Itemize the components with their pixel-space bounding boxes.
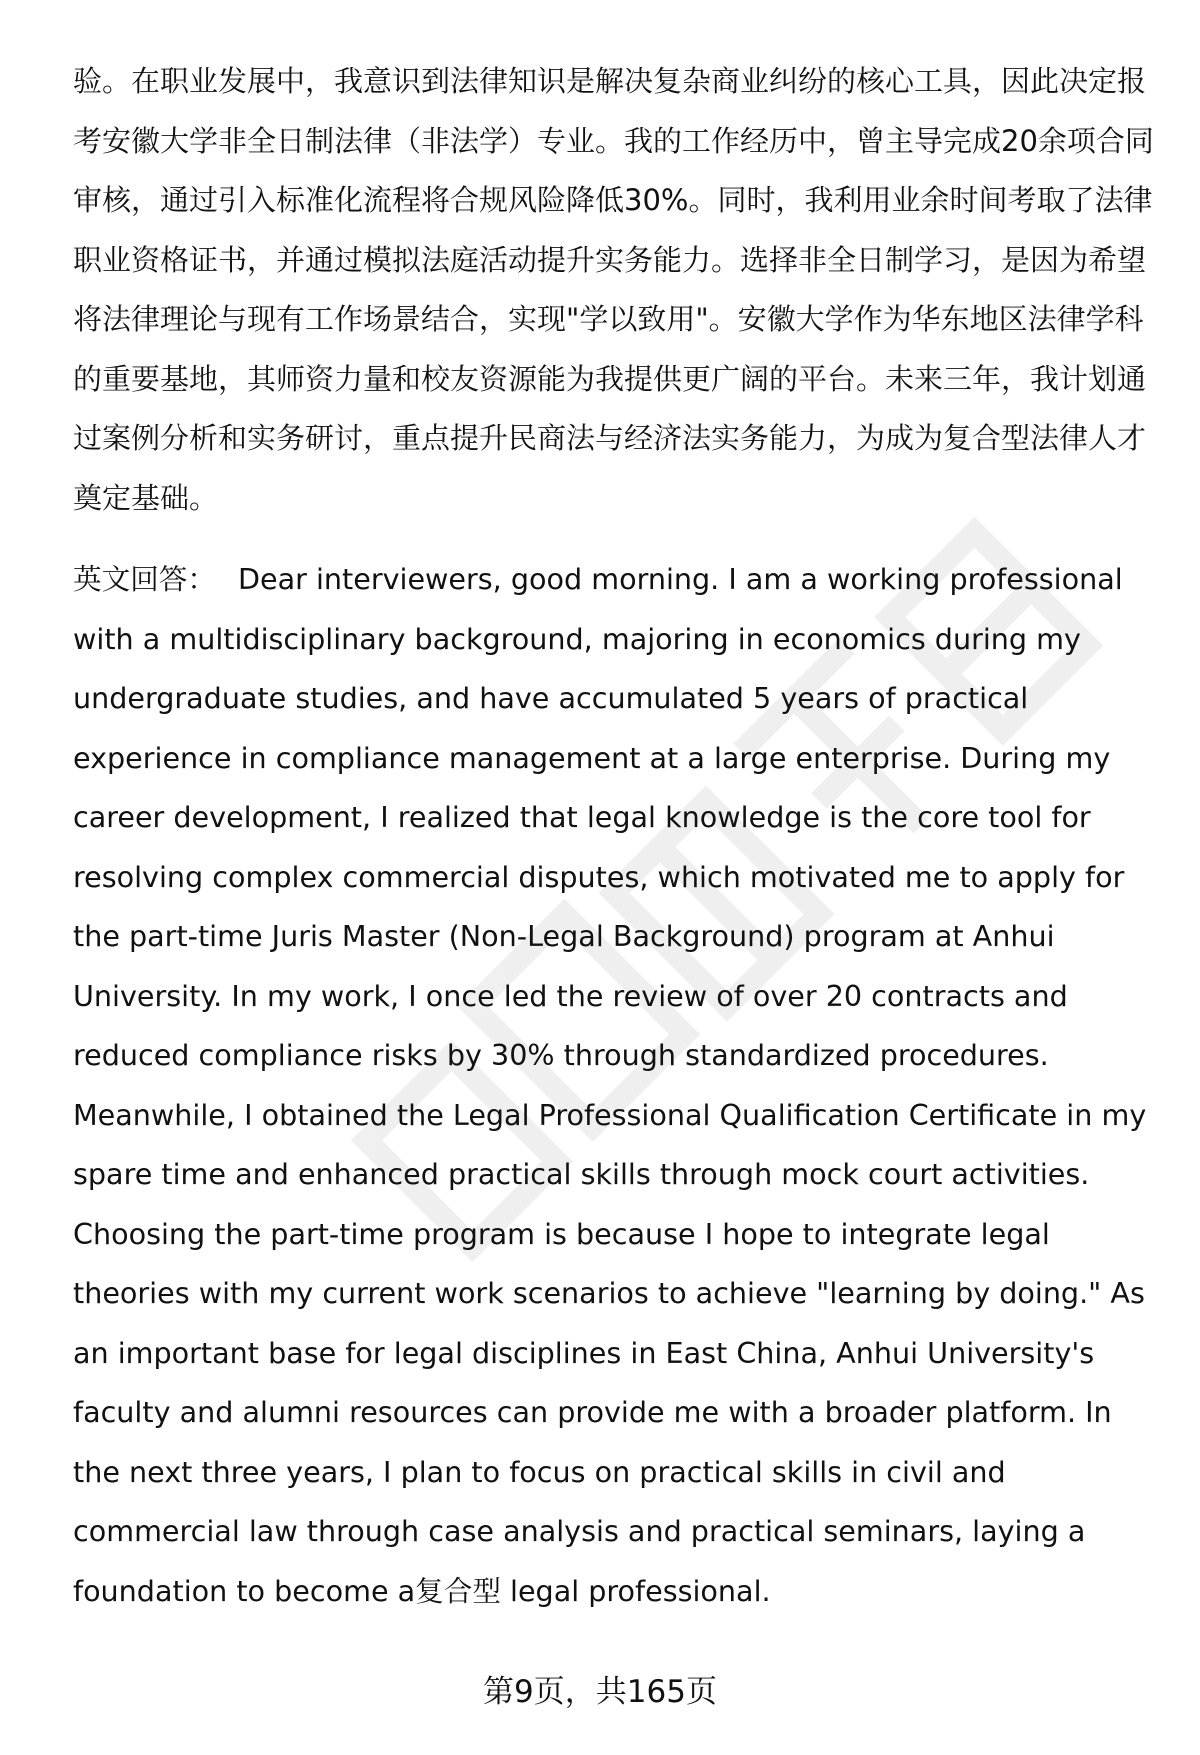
page-number-footer: 第9页，共165页 <box>483 1674 717 1710</box>
english-answer-text: Dear interviewers, good morning. I am a working professional with a multidisciplinary background, majoring in economics during my undergraduate studies, and have accumulated 5 years of practical experience in compliance management at a large enterprise. During my career development, I realized that legal knowledge is the core tool for resolving complex commercial disputes, which motivated me to apply for the part-time Juris Master (Non-Legal Background) program at Anhui University. In my work, I once led the review of over 20 contracts and reduced compliance risks by 30% through standardized procedures. Meanwhile, I obtained the Legal Professional Qualification Certificate in my spare time and enhanced practical skills through mock court activities. Choosing the part-time program is because I hope to integrate legal theories with my current work scenarios to achieve "learning by doing." As an important base for legal disciplines in East China, Anhui University's faculty and alumni resources can provide me with a broader platform. In the next three years, I plan to focus on practical skills in civil and commercial law through case analysis and practical seminars, laying a foundation to become a复合型 legal professional. <box>73 562 1147 1608</box>
english-answer-paragraph <box>73 550 1158 1621</box>
document-body <box>73 52 1158 1621</box>
chinese-answer-paragraph: 验。在职业发展中，我意识到法律知识是解决复杂商业纠纷的核心工具，因此决定报考安徽大学非全日制法律（非法学）专业。我的工作经历中，曾主导完成20余项合同审核，通过引入标准化流程将合规风险降低30%。同时，我利用业余时间考取了法律职业资格证书，并通过模拟法庭活动提升实务能力。选择非全日制学习，是因为希望将法律理论与现有工作场景结合，实现"学以致用"。安徽大学作为华东地区法律学科的重要基地，其师资力量和校友资源能为我提供更广阔的平台。未来三年，我计划通过案例分析和实务研讨，重点提升民商法与经济法实务能力，为成为复合型法律人才奠定基础。 <box>73 64 1154 515</box>
english-answer-label: 英文回答： <box>73 562 216 596</box>
